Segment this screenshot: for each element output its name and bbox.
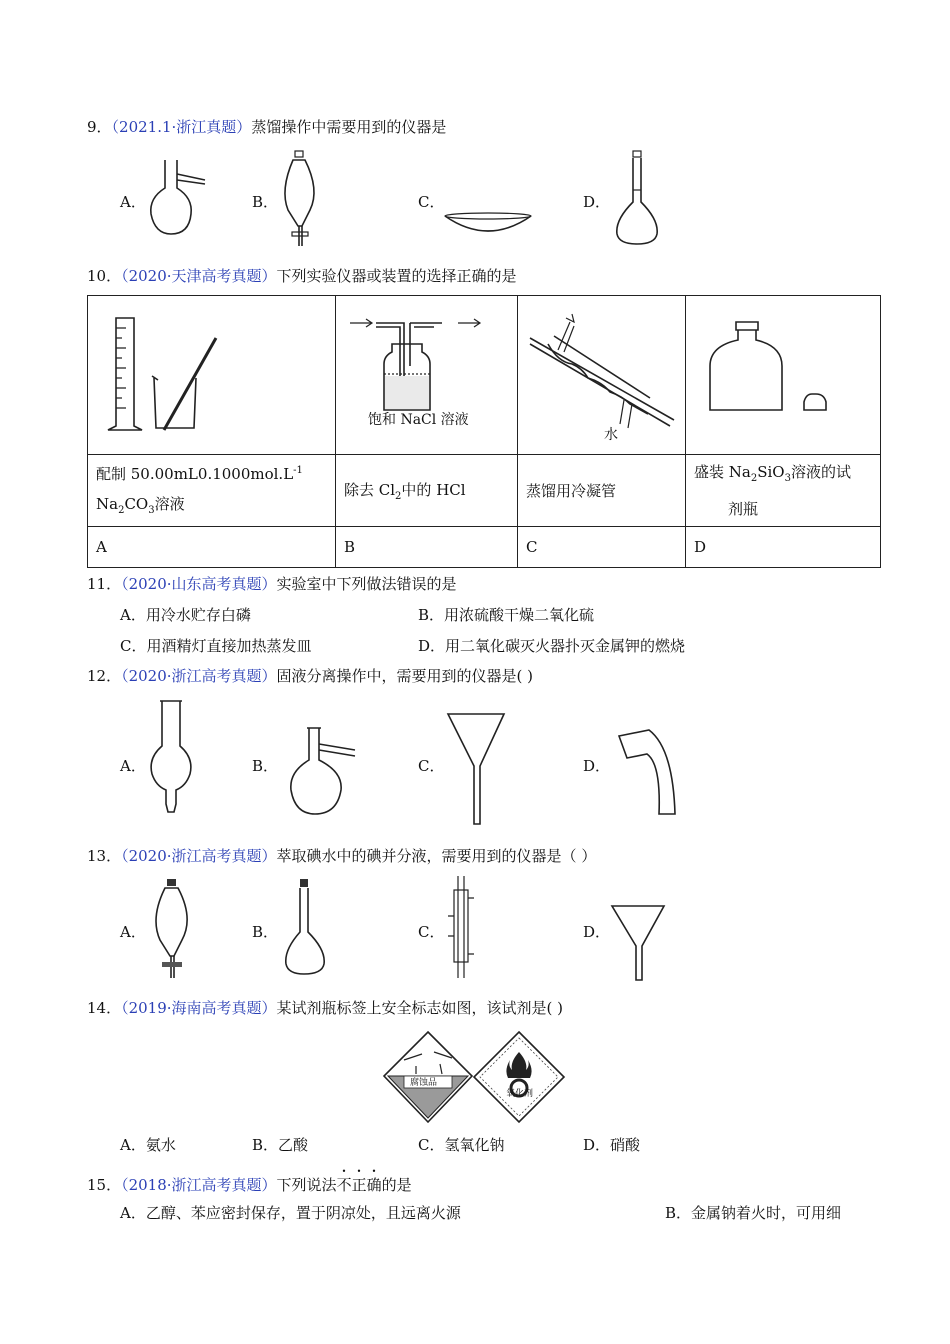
question-15 xyxy=(87,1167,412,1195)
cell-letter-c: C xyxy=(518,527,686,568)
question-number: 13． xyxy=(87,847,122,865)
cell-letter-b: B xyxy=(336,527,518,568)
option-a: A．乙醇、苯应密封保存，置于阴凉处，且远离火源 xyxy=(120,1204,461,1222)
cell-image-c xyxy=(518,296,686,455)
option-d: D．用二氧化碳灭火器扑灭金属钾的燃烧 xyxy=(418,637,686,655)
separatory-funnel-icon xyxy=(278,150,322,250)
funnel-icon xyxy=(610,904,666,984)
option-b: B．乙酸 xyxy=(252,1136,309,1154)
question-text: 蒸馏操作中需要用到的仪器是 xyxy=(251,118,447,136)
condenser-icon xyxy=(528,316,688,436)
funnel-icon xyxy=(446,712,506,828)
question-source: （2020·浙江高考真题） xyxy=(121,667,277,685)
question-source: （2019·海南高考真题） xyxy=(121,999,277,1017)
question-number: 14． xyxy=(87,999,122,1017)
option-c: C．用酒精灯直接加热蒸发皿 xyxy=(120,637,312,655)
question-source: （2020·山东高考真题） xyxy=(121,575,277,593)
option-b-label: B． xyxy=(252,193,279,211)
question-text-emphasis: 不正确 xyxy=(336,1176,382,1194)
question-text: 实验室中下列做法错误的是 xyxy=(276,575,457,593)
question-number: 9． xyxy=(87,118,112,136)
question-text: 萃取碘水中的碘并分液，需要用到的仪器是（ ） xyxy=(276,847,597,865)
cell-desc-b: 除去 $Cl_2$中的 HCl xyxy=(336,455,518,527)
cell-desc-d: 盛装 $Na_2SiO_3$溶液的试 剂瓶 xyxy=(686,455,881,527)
question-11 xyxy=(87,573,457,594)
bulb-pipette-icon xyxy=(148,700,198,814)
option-b: B．用浓硫酸干燥二氧化硫 xyxy=(418,606,595,624)
reagent-bottle-icon xyxy=(706,322,846,422)
volumetric-flask-icon xyxy=(613,150,663,246)
cell-image-b xyxy=(336,296,518,455)
water-label: 水 xyxy=(604,427,618,443)
volumetric-flask-icon xyxy=(282,878,330,978)
option-a-label: A． xyxy=(120,923,146,941)
option-d-label: D． xyxy=(583,757,611,775)
option-b: B．金属钠着火时，可用细 xyxy=(665,1204,842,1222)
cell-image-a xyxy=(88,296,336,455)
option-c-label: C． xyxy=(418,757,445,775)
question-10 xyxy=(87,265,517,286)
option-a-label: A． xyxy=(120,193,146,211)
option-a: A．用冷水贮存白磷 xyxy=(120,606,251,624)
question-text: 某试剂瓶标签上安全标志如图，该试剂是( ) xyxy=(276,999,564,1017)
oxidizer-sign-icon xyxy=(472,1030,566,1124)
evaporating-dish-icon xyxy=(443,212,533,242)
question-number: 12． xyxy=(87,667,122,685)
question-text-post: 的是 xyxy=(381,1176,412,1194)
cell-image-d xyxy=(686,296,881,455)
option-d: D．硝酸 xyxy=(583,1136,641,1154)
option-a-label: A． xyxy=(120,757,146,775)
question-number: 15． xyxy=(87,1176,122,1194)
question-12 xyxy=(87,665,533,686)
option-d-label: D． xyxy=(583,193,611,211)
corrosive-sign-label: 腐蚀品 xyxy=(410,1078,438,1088)
gas-washing-bottle-icon xyxy=(348,316,508,416)
cell-letter-d: D xyxy=(686,527,881,568)
distillation-flask-icon xyxy=(145,158,215,238)
question-13 xyxy=(87,845,596,866)
option-c: C．氢氧化钠 xyxy=(418,1136,505,1154)
separatory-funnel-icon xyxy=(150,878,194,980)
option-d-label: D． xyxy=(583,923,611,941)
question-text-pre: 下列说法 xyxy=(276,1176,337,1194)
oxidizer-sign-label: 氧化剂 xyxy=(506,1089,534,1099)
question-source: （2021.1·浙江真题） xyxy=(111,118,252,136)
cell-letter-a: A xyxy=(88,527,336,568)
apparatus-table xyxy=(87,295,881,568)
question-text: 固液分离操作中，需要用到的仪器是( ) xyxy=(276,667,534,685)
question-text: 下列实验仪器或装置的选择正确的是 xyxy=(276,267,517,285)
option-c-label: C． xyxy=(418,923,445,941)
option-b-label: B． xyxy=(252,757,279,775)
option-a: A．氨水 xyxy=(120,1136,176,1154)
distillation-flask-icon xyxy=(285,726,361,818)
liebig-condenser-icon xyxy=(446,876,476,980)
option-b-label: B． xyxy=(252,923,279,941)
cell-desc-a: 配制 $50.00mL0.1000mol.L^{-1}$ $Na_2CO_3$溶液 xyxy=(88,455,336,527)
question-source: （2018·浙江高考真题） xyxy=(121,1176,277,1194)
cell-desc-c: 蒸馏用冷凝管 xyxy=(518,455,686,527)
question-9 xyxy=(87,116,446,137)
nacl-label: 饱和 NaCl 溶液 xyxy=(368,412,469,428)
bent-tube-icon xyxy=(613,728,683,828)
question-number: 10． xyxy=(87,267,122,285)
question-number: 11． xyxy=(87,575,122,593)
option-c-label: C． xyxy=(418,193,445,211)
graduated-cylinder-icon xyxy=(106,318,226,438)
question-source: （2020·天津高考真题） xyxy=(121,267,277,285)
question-source: （2020·浙江高考真题） xyxy=(121,847,277,865)
question-14 xyxy=(87,997,563,1018)
